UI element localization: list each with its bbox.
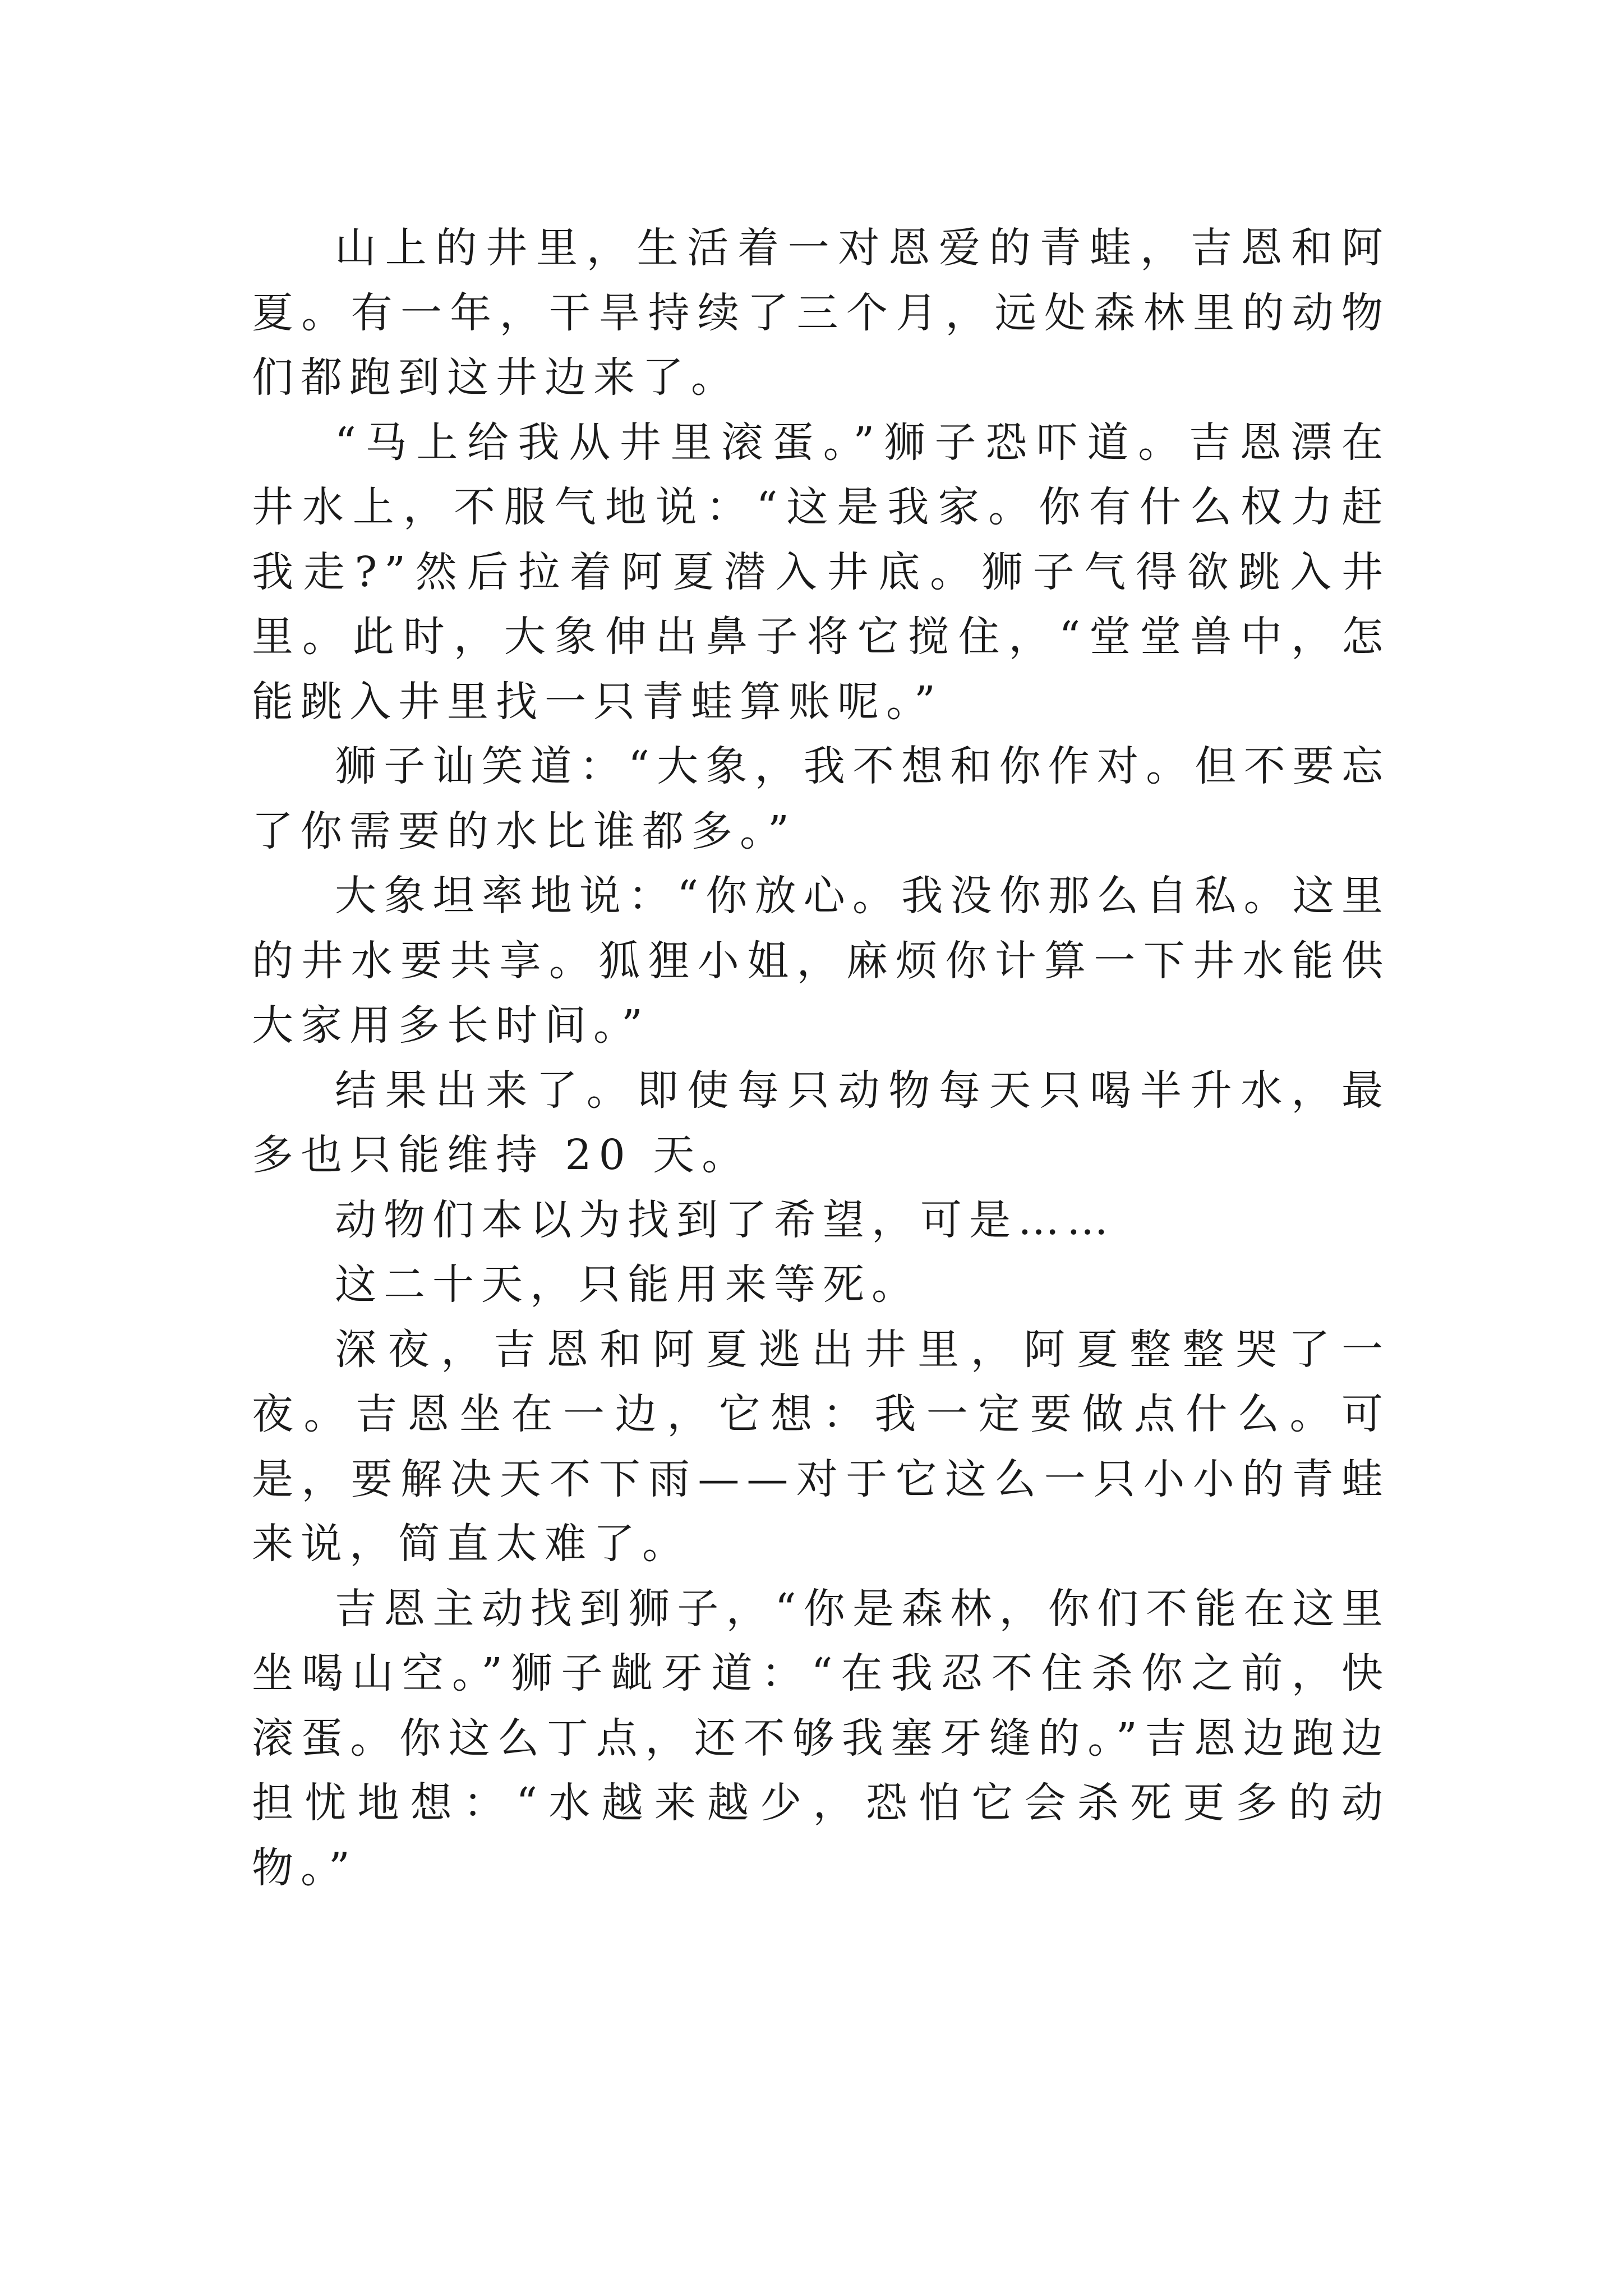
paragraph: 狮子讪笑道：“大象，我不想和你作对。但不要忘了你需要的水比谁都多。” — [252, 742, 1390, 855]
paragraph: “马上给我从井里滚蛋。”狮子恐吓道。吉恩漂在井水上，不服气地说：“这是我家。你有什么权力赶我走?”然后拉着阿夏潜入井底。狮子气得欲跳入井里。此时，大象伸出鼻子将它搅住，“堂堂兽中，怎能跳入井里找一只青蛙算账呢。” — [252, 418, 1390, 726]
paragraph: 动物们本以为找到了希望，可是…… — [335, 1195, 1115, 1244]
paragraph: 大象坦率地说：“你放心。我没你那么自私。这里的井水要共享。狐狸小姐，麻烦你计算一下井水能供大家用多长时间。” — [252, 872, 1390, 1050]
paragraph: 吉恩主动找到狮子，“你是森林，你们不能在这里坐喝山空。”狮子龇牙道：“在我忍不住杀你之前，快滚蛋。你这么丁点，还不够我塞牙缝的。”吉恩边跑边担忧地想：“水越来越少，恐怕它会杀死更多的动物。” — [252, 1584, 1390, 1892]
paragraph: 这二十天，只能用来等死。 — [335, 1260, 920, 1309]
paragraph: 山上的井里，生活着一对恩爱的青蛙，吉恩和阿夏。有一年，干旱持续了三个月，远处森林里的动物们都跑到这井边来了。 — [252, 224, 1390, 402]
paragraph: 深夜，吉恩和阿夏逃出井里，阿夏整整哭了一夜。吉恩坐在一边，它想：我一定要做点什么。可是，要解决天不下雨——对于它这么一只小小的青蛙来说，简直太难了。 — [252, 1325, 1390, 1568]
paragraph: 结果出来了。即使每只动物每天只喝半升水，最多也只能维持 20 天。 — [252, 1066, 1390, 1179]
story-text — [252, 216, 1390, 1901]
